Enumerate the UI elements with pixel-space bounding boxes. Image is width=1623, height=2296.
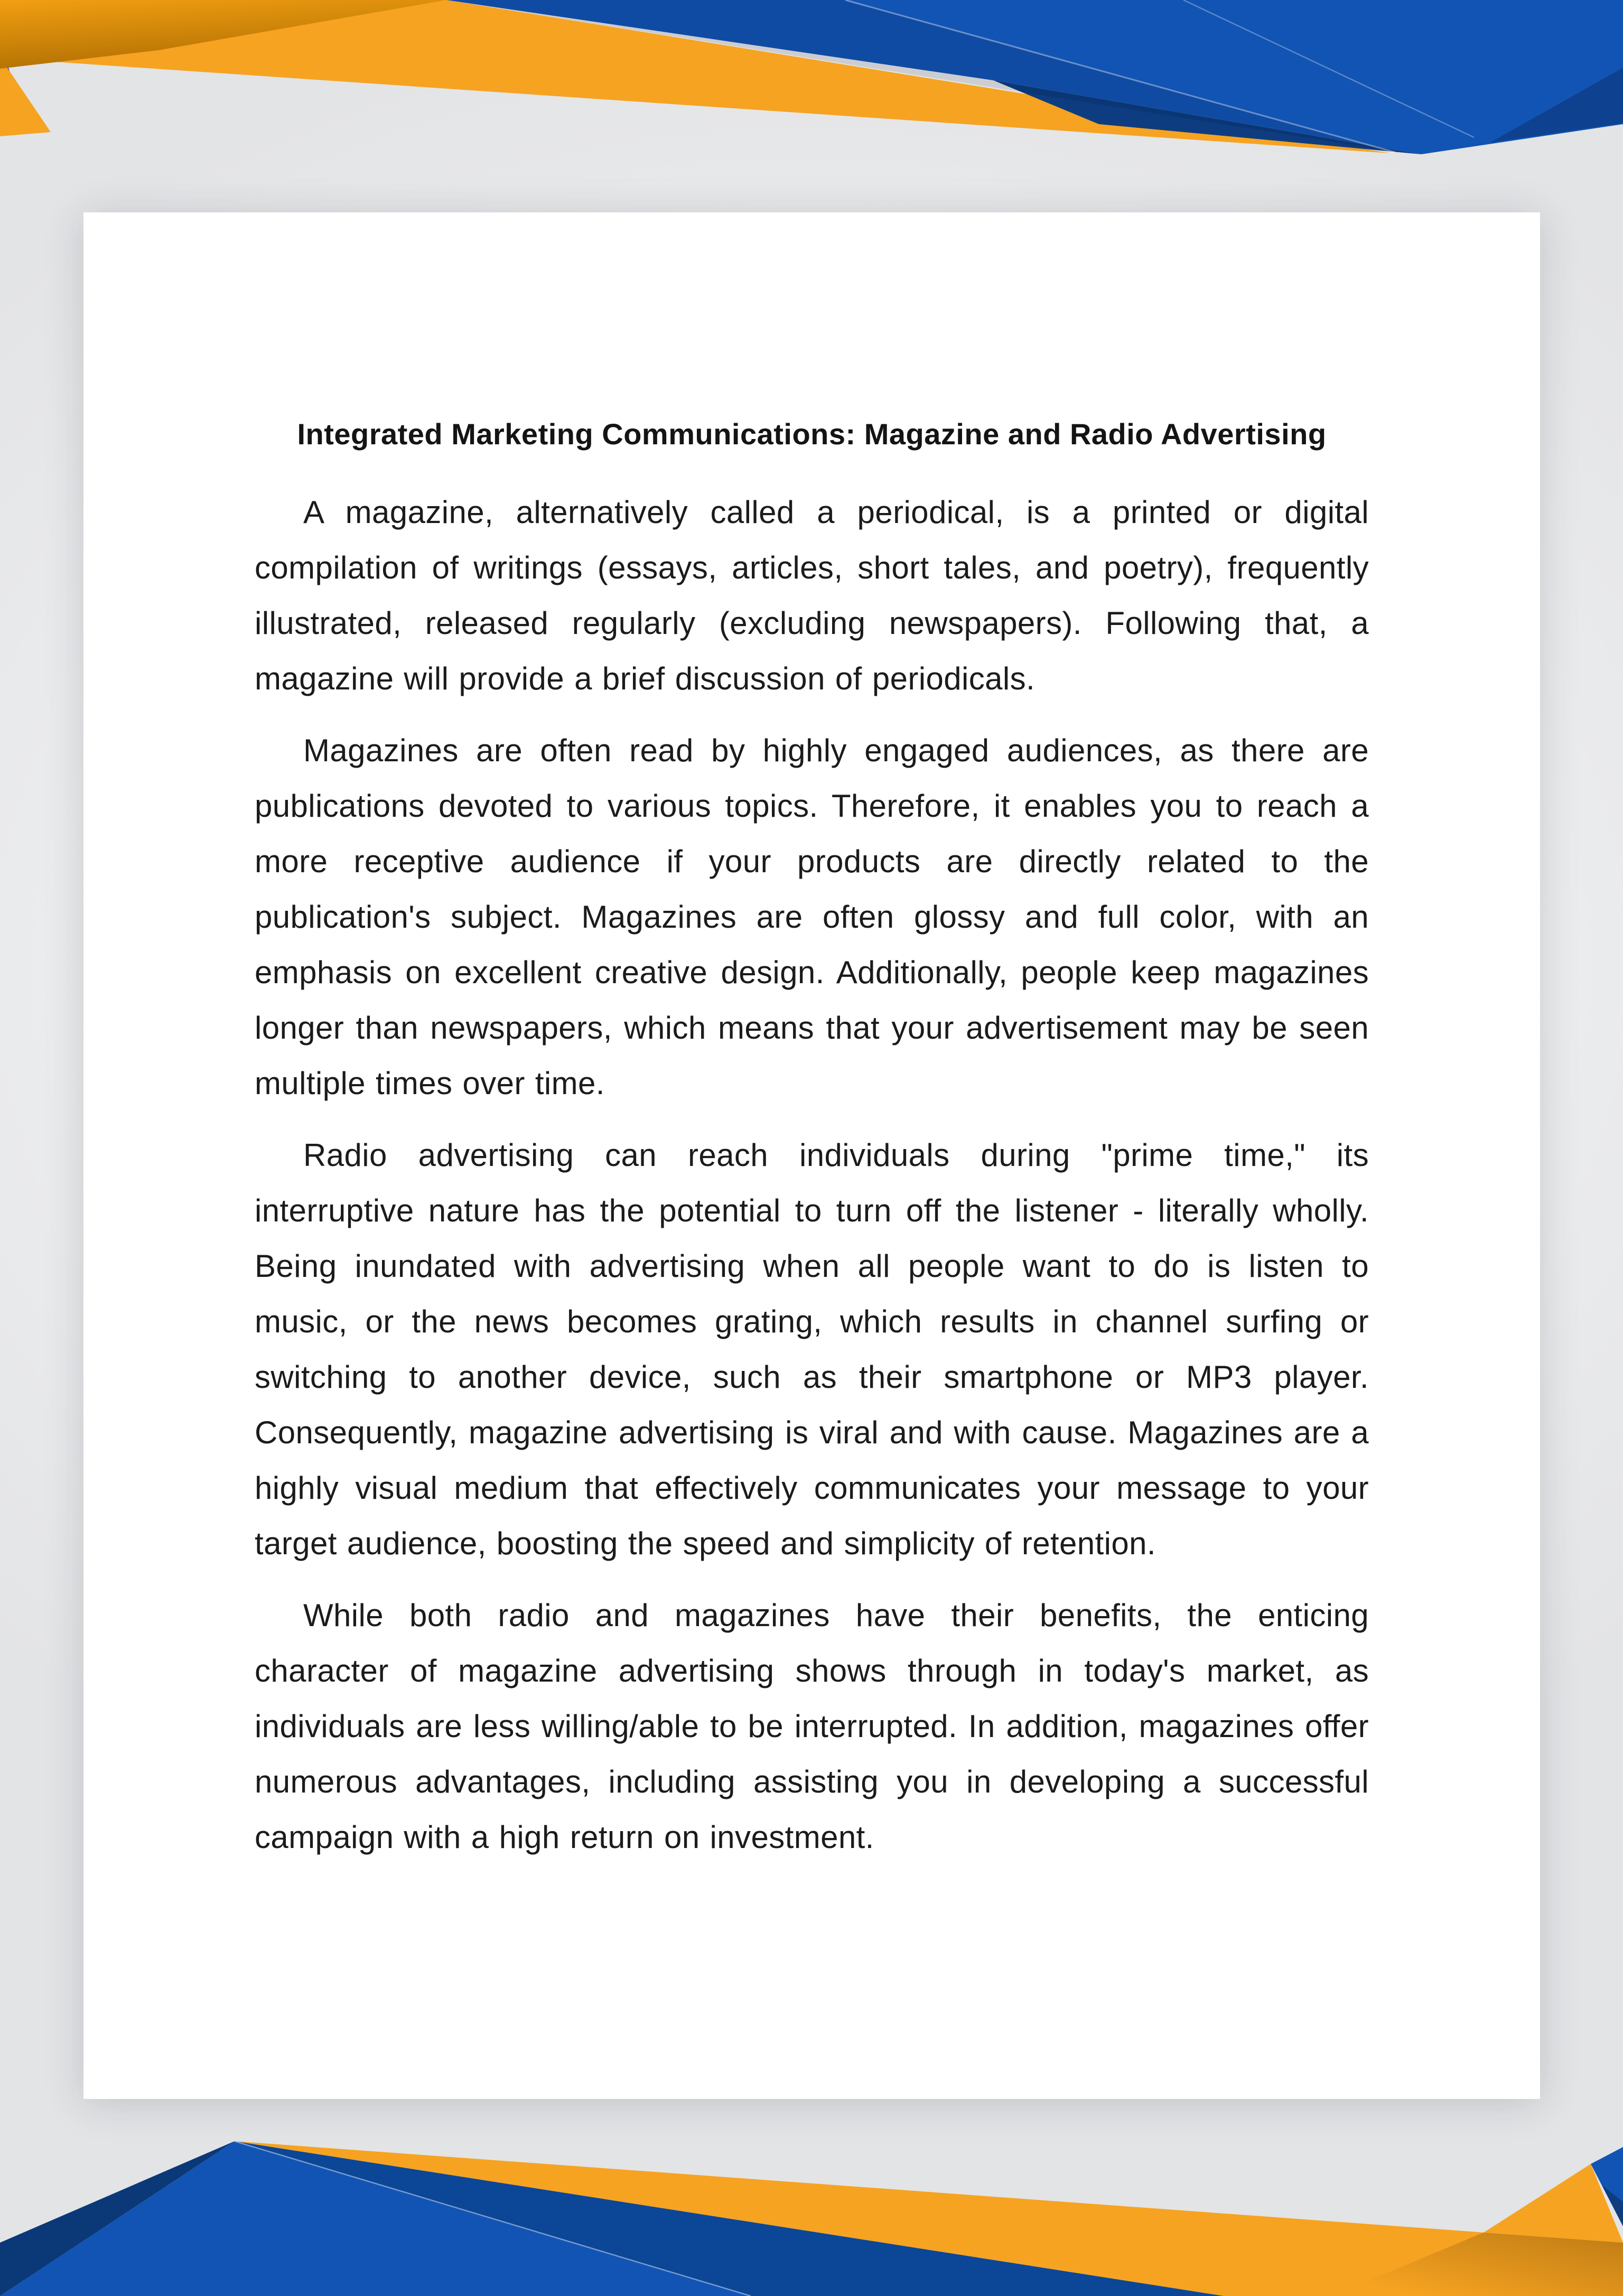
paragraph-radio-advertising: Radio advertising can reach individuals during "prime time," its interruptive nature has the potential to turn off the listener - literally wholly. Being inundated with advertising when all people want to do is listen to music, or the news becomes grating, which results in channel surfing or switching to another device, such as their smartphone or MP3 player. Consequently, magazine advertising is viral and with cause. Magazines are a highly visual medium that effectively communicates your message to your target audience, boosting the speed and simplicity of retention. <box>255 1137 1369 1561</box>
document-page <box>83 212 1540 2099</box>
bottom-decoration <box>0 2085 1623 2296</box>
top-left-orange-sliver <box>0 57 51 136</box>
paragraph-magazine-audiences: Magazines are often read by highly engaged audiences, as there are publications devoted to various topics. Therefore, it enables you to reach a more receptive audience if your products are directly related to the publication's subject. Magazines are often glossy and full color, with an emphasis on excellent creative design. Additionally, people keep magazines longer than newspapers, which means that your advertisement may be seen multiple times over time. <box>255 733 1369 1101</box>
document-title: Integrated Marketing Communications: Magazine and Radio Advertising <box>297 417 1327 451</box>
paragraph-magazine-definition: A magazine, alternatively called a periodical, is a printed or digital compilation of writings (essays, articles, short tales, and poetry), frequently illustrated, released regularly (excluding newspapers). Following that, a magazine will provide a brief discussion of periodicals. <box>255 494 1369 696</box>
paragraph-comparison-conclusion: While both radio and magazines have their benefits, the enticing character of magazine advertising shows through in today's market, as individuals are less willing/able to be interrupted. In addition, magazines offer numerous advantages, including assisting you in developing a successful campaign with a high return on investment. <box>255 1598 1369 1855</box>
